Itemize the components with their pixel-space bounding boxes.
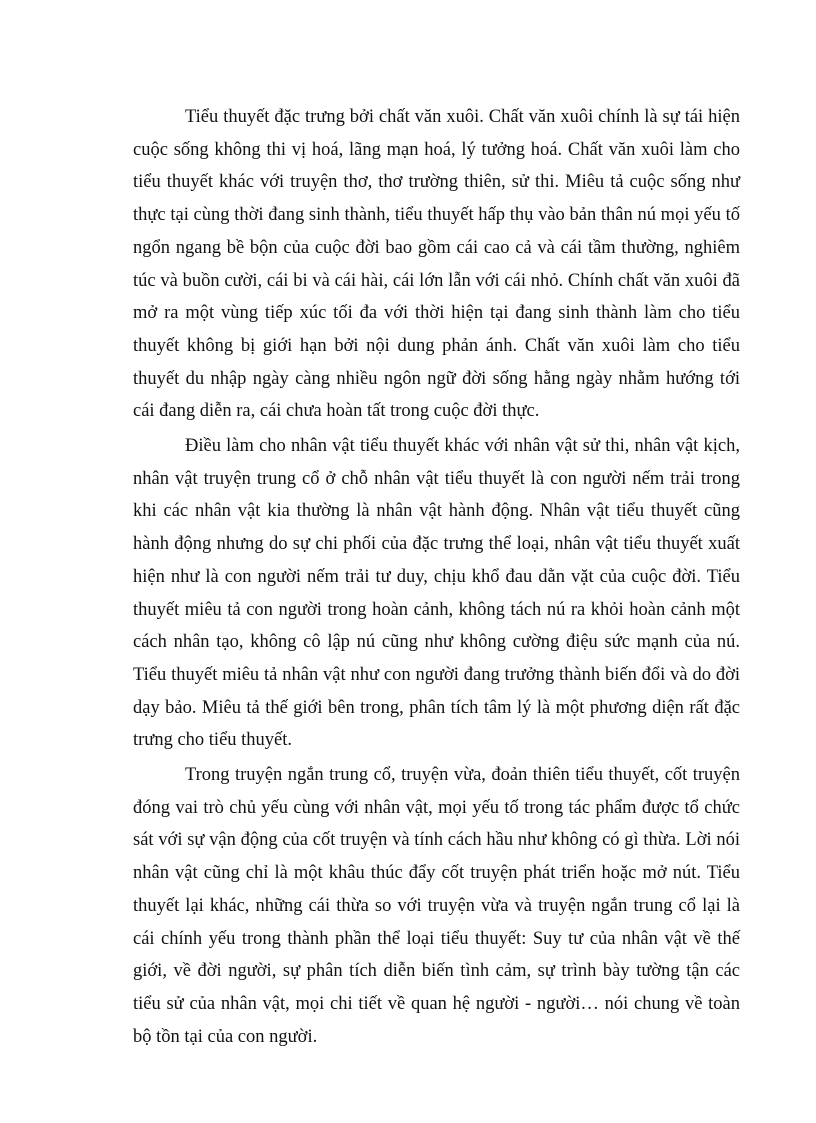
paragraph-1: Tiểu thuyết đặc trưng bởi chất văn xuôi. Chất văn xuôi chính là sự tái hiện cuộc sống không thi vị hoá, lãng mạn hoá, lý tưởng hoá. Chất văn xuôi làm cho tiểu thuyết khác với truyện thơ, thơ trường thiên, sử thi. Miêu tả cuộc sống như thực tại cùng thời đang sinh thành, tiểu thuyết hấp thụ vào bản thân nú mọi yếu tố ngổn ngang bề bộn của cuộc đời bao gồm cái cao cả và cái tầm thường, nghiêm túc và buồn cười, cái bi và cái hài, cái lớn lẫn với cái nhỏ. Chính chất văn xuôi đã mở ra một vùng tiếp xúc tối đa với thời hiện tại đang sinh thành làm cho tiểu thuyết không bị giới hạn bởi nội dung phản ánh. Chất văn xuôi làm cho tiểu thuyết du nhập ngày càng nhiều ngôn ngữ đời sống hằng ngày nhằm hướng tới cái đang diễn ra, cái chưa hoàn tất trong cuộc đời thực. <box>133 107 740 422</box>
body-text <box>133 101 740 1055</box>
paragraph-3: Trong truyện ngắn trung cổ, truyện vừa, đoản thiên tiểu thuyết, cốt truyện đóng vai trò chủ yếu cùng với nhân vật, mọi yếu tố trong tác phẩm được tổ chức sát với sự vận động của cốt truyện và tính cách hầu như không có gì thừa. Lời nói nhân vật cũng chỉ là một khâu thúc đẩy cốt truyện phát triển hoặc mở nút. Tiểu thuyết lại khác, những cái thừa so với truyện vừa và truyện ngắn trung cổ lại là cái chính yếu trong thành phần thể loại tiểu thuyết: Suy tư của nhân vật về thế giới, về đời người, sự phân tích diễn biến tình cảm, sự trình bày tường tận các tiểu sử của nhân vật, mọi chi tiết về quan hệ người - người… nói chung về toàn bộ tồn tại của con người. <box>133 765 740 1047</box>
paragraph-2: Điều làm cho nhân vật tiểu thuyết khác với nhân vật sử thi, nhân vật kịch, nhân vật truyện trung cổ ở chỗ nhân vật tiểu thuyết là con người nếm trải trong khi các nhân vật kia thường là nhân vật hành động. Nhân vật tiểu thuyết cũng hành động nhưng do sự chi phối của đặc trưng thể loại, nhân vật tiểu thuyết xuất hiện như là con người nếm trải tư duy, chịu khổ đau dằn vặt của cuộc đời. Tiểu thuyết miêu tả con người trong hoàn cảnh, không tách nú ra khỏi hoàn cảnh một cách nhân tạo, không cô lập nú cũng như không cường điệu sức mạnh của nú. Tiểu thuyết miêu tả nhân vật như con người đang trưởng thành biến đổi và do đời dạy bảo. Miêu tả thế giới bên trong, phân tích tâm lý là một phương diện rất đặc trưng cho tiểu thuyết. <box>133 436 740 751</box>
